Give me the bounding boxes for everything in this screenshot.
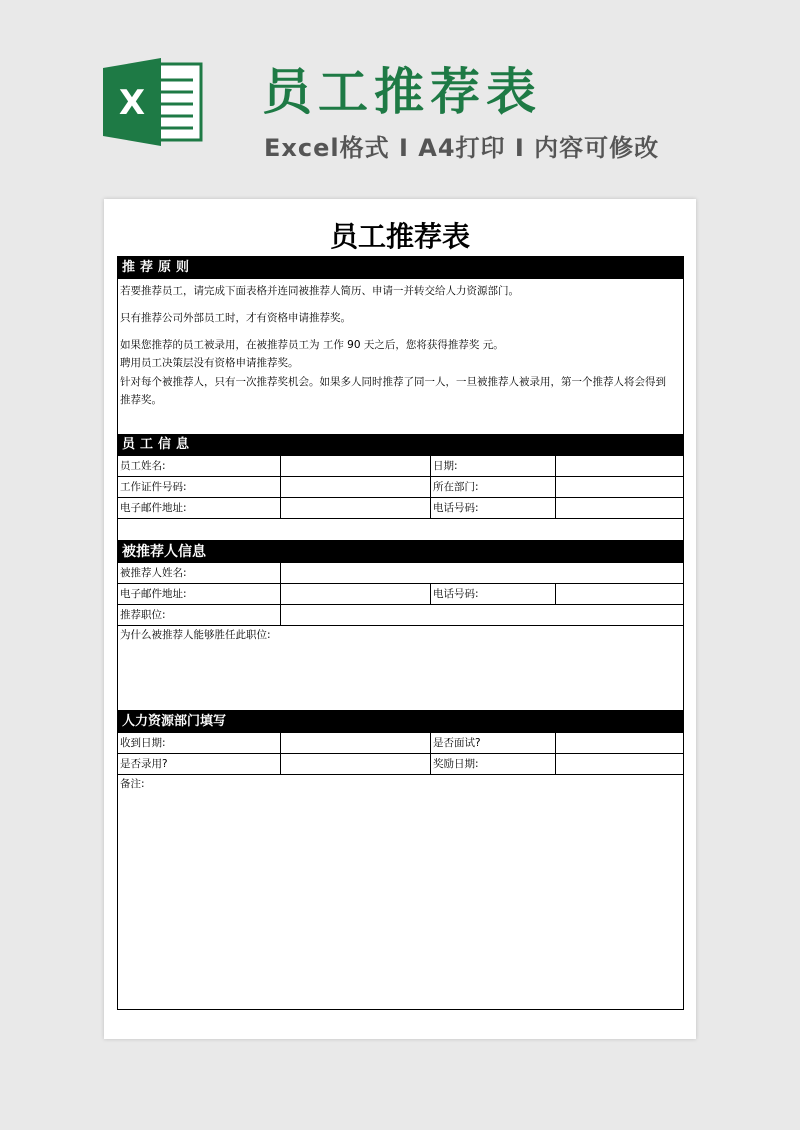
principle-line-3: 如果您推荐的员工被录用，在被推荐员工为 工作 90 天之后，您将获得推荐奖 元。 xyxy=(120,339,504,351)
employee-name-input[interactable] xyxy=(281,456,430,476)
field-label: 电子邮件地址: xyxy=(120,502,187,514)
employee-email-input[interactable] xyxy=(281,498,430,518)
notes-field[interactable] xyxy=(118,775,683,1009)
principle-line-2: 只有推荐公司外部员工时，才有资格申请推荐奖。 xyxy=(120,312,351,324)
table-row xyxy=(118,477,683,498)
form-table xyxy=(117,256,684,1010)
field-label: 奖励日期: xyxy=(433,758,479,770)
field-label: 收到日期: xyxy=(120,737,166,749)
received-date-input[interactable] xyxy=(281,733,430,753)
interviewed-input[interactable] xyxy=(556,733,683,753)
table-row xyxy=(118,754,683,775)
date-input[interactable] xyxy=(556,456,683,476)
table-row xyxy=(118,605,683,626)
banner xyxy=(0,0,800,200)
field-label: 为什么被推荐人能够胜任此职位: xyxy=(120,629,271,641)
reward-date-input[interactable] xyxy=(556,754,683,774)
section-header-employee: 员工信息 xyxy=(118,434,683,456)
field-label: 推荐职位: xyxy=(120,609,166,621)
table-row xyxy=(118,456,683,477)
employee-phone-input[interactable] xyxy=(556,498,683,518)
spacer-row xyxy=(118,519,683,541)
field-label: 工作证件号码: xyxy=(120,481,187,493)
field-label: 被推荐人姓名: xyxy=(120,567,187,579)
field-label: 是否录用? xyxy=(120,758,168,770)
field-label: 电话号码: xyxy=(433,588,479,600)
section-header-hr: 人力资源部门填写 xyxy=(118,711,683,733)
logo-letter: X xyxy=(118,83,146,123)
table-row xyxy=(118,584,683,605)
why-qualified-field[interactable] xyxy=(118,626,683,711)
section-header-principles: 推荐原则 xyxy=(118,257,683,279)
principle-line-5: 针对每个被推荐人，只有一次推荐奖机会。如果多人同时推荐了同一人，一旦被推荐人被录用，第一个推荐人将会得到 xyxy=(120,376,666,388)
section-header-candidate: 被推荐人信息 xyxy=(118,541,683,563)
table-row xyxy=(118,563,683,584)
position-input[interactable] xyxy=(281,605,683,625)
principle-line-4: 聘用员工决策层没有资格申请推荐奖。 xyxy=(120,357,299,369)
candidate-phone-input[interactable] xyxy=(556,584,683,604)
field-label: 电子邮件地址: xyxy=(120,588,187,600)
field-label: 电话号码: xyxy=(433,502,479,514)
field-label: 员工姓名: xyxy=(120,460,166,472)
form-title: 员工推荐表 xyxy=(329,220,470,253)
principle-line-6: 推荐奖。 xyxy=(120,394,162,406)
hired-input[interactable] xyxy=(281,754,430,774)
candidate-email-input[interactable] xyxy=(281,584,430,604)
principle-line-1: 若要推荐员工，请完成下面表格并连同被推荐人简历、申请一并转交给人力资源部门。 xyxy=(120,285,519,297)
department-input[interactable] xyxy=(556,477,683,497)
employee-id-input[interactable] xyxy=(281,477,430,497)
banner-subtitle: Excel格式 I A4打印 I 内容可修改 xyxy=(264,134,660,162)
field-label: 所在部门: xyxy=(433,481,479,493)
field-label: 日期: xyxy=(433,460,458,472)
candidate-name-input[interactable] xyxy=(281,563,683,583)
banner-title: 员工推荐表 xyxy=(262,63,542,121)
field-label: 备注: xyxy=(120,778,145,790)
table-row xyxy=(118,498,683,519)
excel-logo-icon xyxy=(103,58,203,146)
form-paper xyxy=(104,199,696,1039)
field-label: 是否面试? xyxy=(433,737,481,749)
table-row xyxy=(118,733,683,754)
